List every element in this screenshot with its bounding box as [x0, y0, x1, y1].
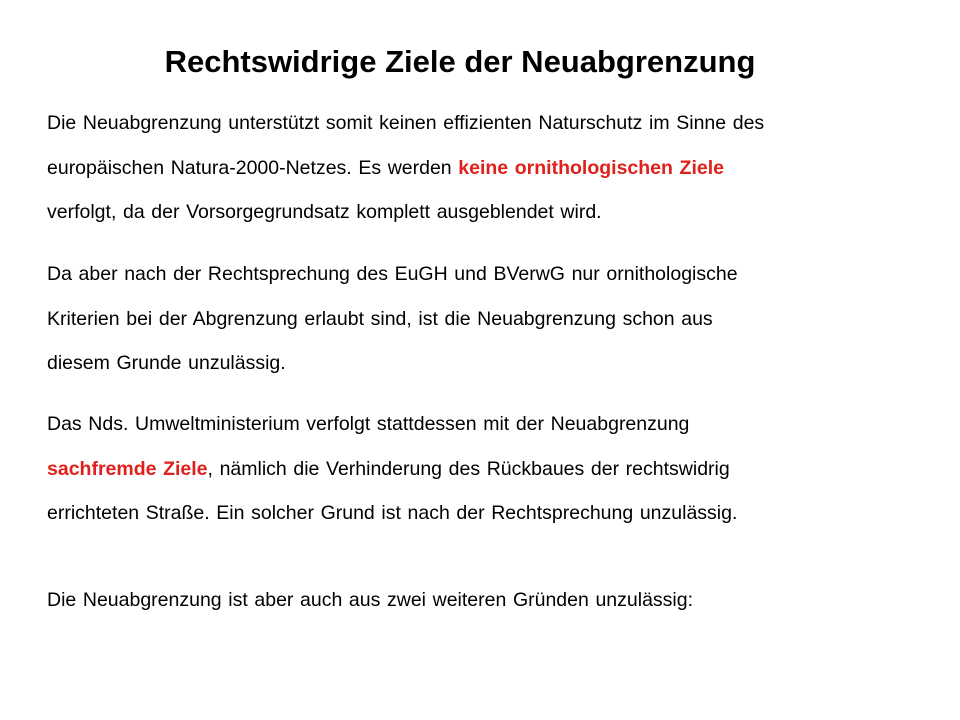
paragraph-3-line-2: , nämlich die Verhinderung des Rückbaues der rechtswidrig: [207, 457, 730, 480]
paragraph-2-line-1: Da aber nach der Rechtsprechung des EuGH und BVerwG nur ornithologische: [47, 263, 738, 285]
highlight-sachfremde-ziele: sachfremde Ziele: [47, 457, 208, 480]
paragraph-3-line-1: Das Nds. Umweltministerium verfolgt stattdessen mit der Neuabgrenzung: [47, 413, 690, 435]
slide-title: Rechtswidrige Ziele der Neuabgrenzung: [164, 44, 756, 79]
paragraph-2-line-2: Kriterien bei der Abgrenzung erlaubt sind, ist die Neuabgrenzung schon aus: [47, 307, 713, 330]
paragraph-1-line-1: Die Neuabgrenzung unterstützt somit keinen effizienten Naturschutz im Sinne des: [47, 112, 765, 134]
paragraph-2-line-3: diesem Grunde unzulässig.: [47, 352, 286, 374]
paragraph-rechtsprechung: [47, 252, 897, 386]
paragraph-3-line-3: errichteten Straße. Ein solcher Grund ist nach der Rechtsprechung unzulässig.: [47, 502, 738, 524]
paragraph-natura-2000: [47, 101, 897, 235]
paragraph-1-line-3: verfolgt, da der Vorsorgegrundsatz komplett ausgeblendet wird.: [47, 201, 602, 223]
paragraph-1-line-2: europäischen Natura-2000-Netzes. Es werden: [47, 156, 459, 179]
highlight-keine-ornithologischen-ziele: keine ornithologischen Ziele: [458, 156, 724, 179]
paragraph-weitere-gruende: [47, 578, 897, 623]
paragraph-4-line-1: Die Neuabgrenzung ist aber auch aus zwei weiteren Gründen unzulässig:: [47, 589, 694, 611]
paragraph-umweltministerium: [47, 402, 897, 536]
